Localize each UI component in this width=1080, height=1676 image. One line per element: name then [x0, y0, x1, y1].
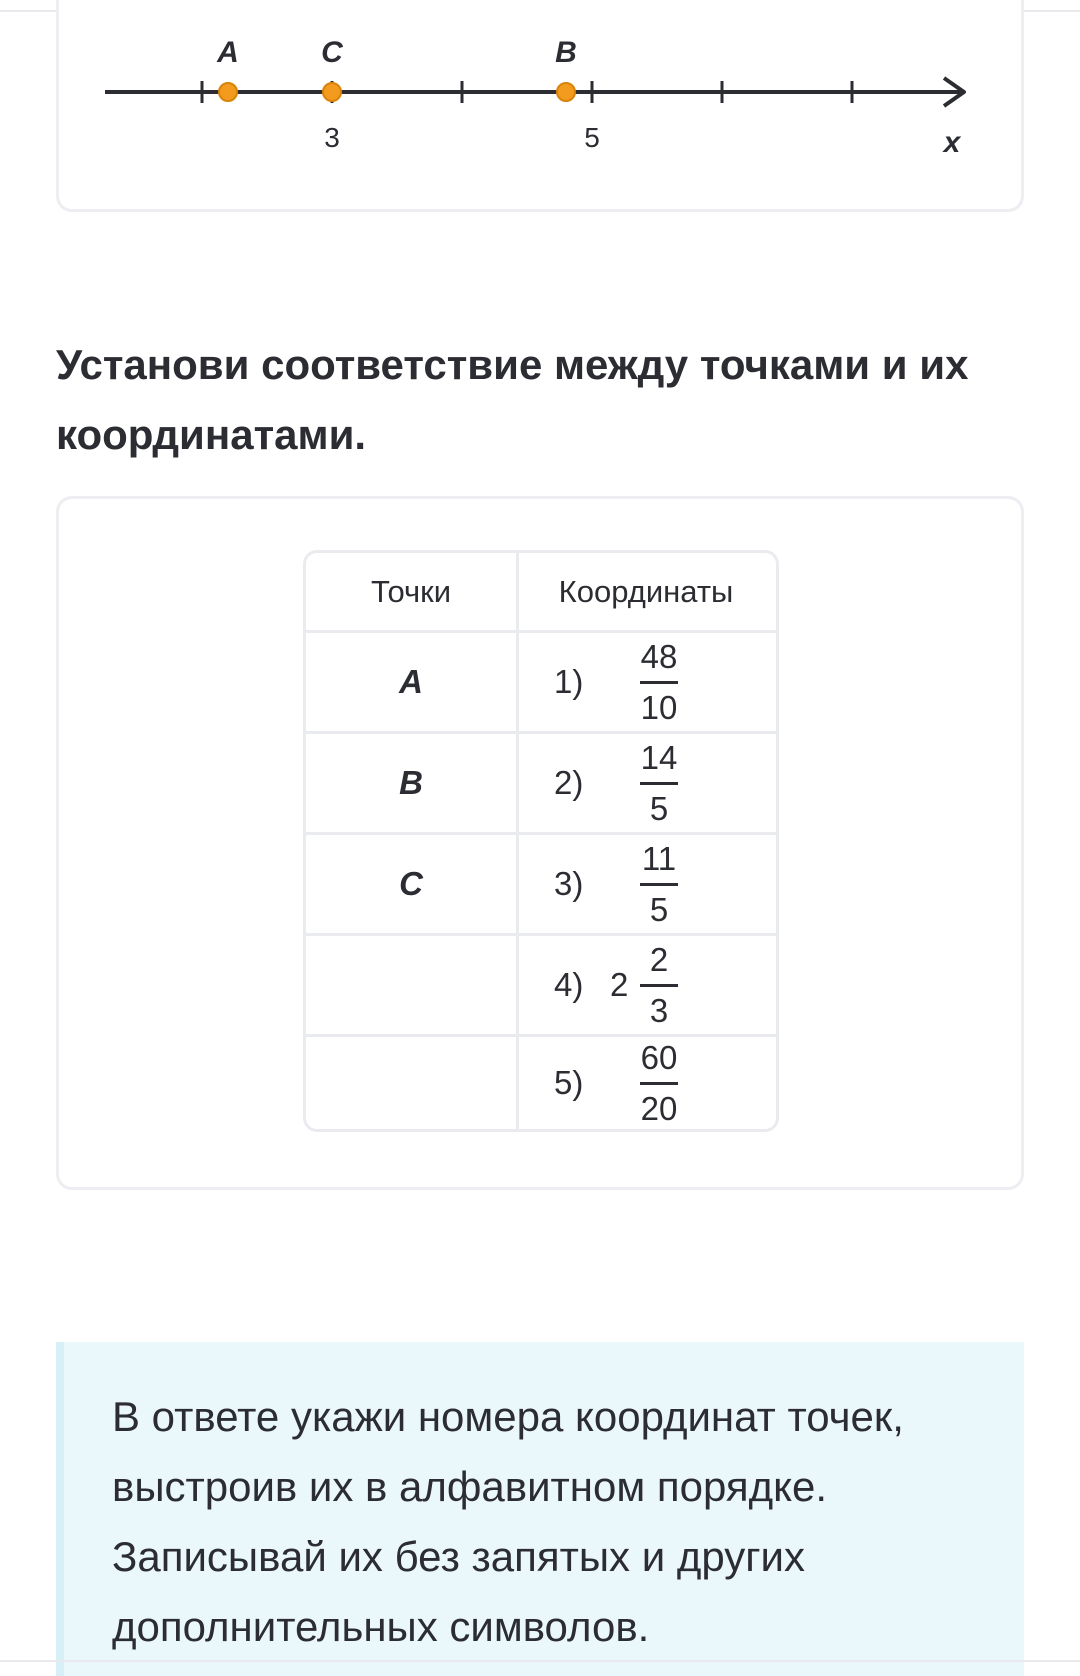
- denominator: 5: [649, 890, 669, 928]
- denominator: 10: [640, 688, 678, 726]
- coord-number: 3): [554, 865, 584, 902]
- coord-number: 4): [554, 966, 584, 1003]
- info-text: В ответе укажи номера координат точек, выстроив их в алфавитном порядке. Записывай их без запятых и других дополнительных символов.: [112, 1393, 904, 1650]
- point-c: [323, 83, 341, 101]
- point-cell: B: [399, 764, 423, 801]
- bottom-divider: [0, 1660, 1080, 1662]
- number-line: [0, 0, 1080, 200]
- info-box: [56, 1342, 1024, 1676]
- table-row: [306, 936, 776, 1034]
- point-cell: A: [399, 663, 423, 700]
- numerator: 11: [641, 839, 677, 877]
- fraction: [626, 738, 692, 829]
- coord-number: 1): [554, 663, 584, 700]
- fraction: [626, 940, 692, 1031]
- point-cell: [306, 936, 516, 1034]
- tick-label: 5: [584, 122, 600, 153]
- denominator: 20: [640, 1089, 678, 1127]
- point-cell: C: [399, 865, 423, 902]
- table-row: [306, 734, 776, 832]
- fraction: [626, 637, 692, 728]
- coord-whole: 2: [610, 966, 629, 1003]
- coord-cell: [516, 1037, 776, 1129]
- point-label: C: [321, 36, 343, 69]
- numerator: 14: [640, 738, 678, 776]
- fraction-bar: [640, 883, 678, 886]
- denominator: 3: [649, 991, 669, 1029]
- coord-cell: [516, 936, 776, 1034]
- point-cell: [306, 1037, 516, 1129]
- header-points: Точки: [370, 574, 452, 609]
- header-coords: Координаты: [558, 574, 734, 609]
- fraction-bar: [640, 782, 678, 785]
- numerator: 2: [649, 940, 669, 978]
- numerator: 48: [640, 637, 678, 675]
- fraction-bar: [640, 1082, 678, 1085]
- fraction-bar: [640, 984, 678, 987]
- match-table: [303, 550, 779, 1132]
- table-header-row: [306, 553, 776, 631]
- fraction: [626, 1038, 692, 1129]
- coord-cell: [516, 633, 776, 731]
- table-row: [306, 633, 776, 731]
- fraction-bar: [640, 681, 678, 684]
- task-title: Установи соответствие между точками и их координатами.: [56, 341, 969, 458]
- table-row: [306, 835, 776, 933]
- coord-number: 5): [554, 1064, 584, 1101]
- coord-cell: [516, 835, 776, 933]
- fraction: [626, 839, 692, 930]
- point-label: B: [555, 36, 577, 69]
- coord-cell: [516, 734, 776, 832]
- numerator: 60: [640, 1038, 678, 1076]
- table-row: [306, 1037, 776, 1129]
- axis-label: x: [943, 126, 961, 159]
- tick-label: 3: [324, 122, 340, 153]
- point-b: [557, 83, 575, 101]
- denominator: 5: [649, 789, 669, 827]
- coord-number: 2): [554, 764, 584, 801]
- point-a: [219, 83, 237, 101]
- point-label: A: [217, 36, 239, 69]
